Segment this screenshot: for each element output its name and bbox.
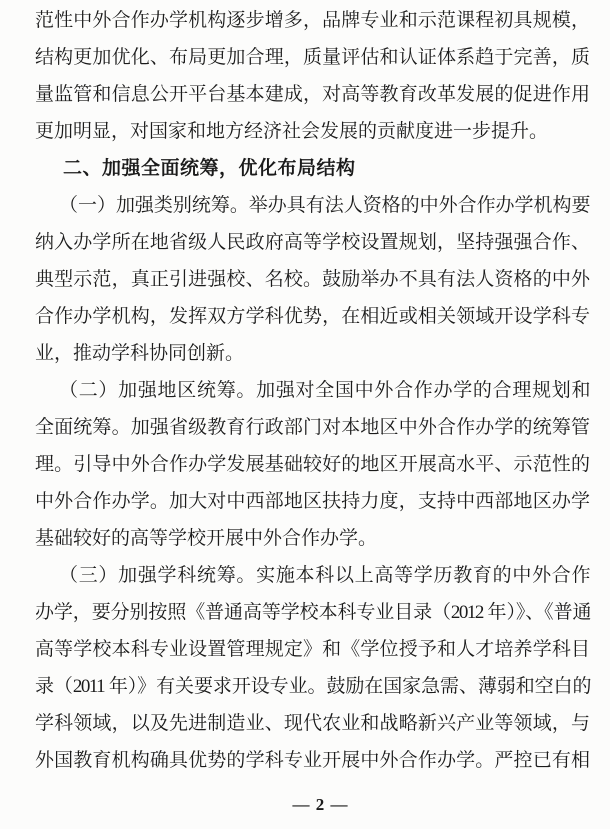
text-line: 办学，要分别按照《普通高等学校本科专业目录（2012 年）》、《普通 (35, 602, 590, 623)
text-line: 业，推动学科协同创新。 (35, 343, 245, 364)
text-line: 典型示范，真正引进强校、名校。鼓励举办不具有法人资格的中外 (35, 269, 590, 290)
text-line: 范性中外合作办学机构逐步增多，品牌专业和示范课程初具规模， (35, 10, 590, 31)
text-line: 纳入办学所在地省级人民政府高等学校设置规划，坚持强强合作、 (35, 232, 590, 253)
text-line: 结构更加优化、布局更加合理，质量评估和认证体系趋于完善，质 (35, 47, 590, 68)
text-line: 合作办学机构，发挥双方学科优势，在相近或相关领域开设学科专 (35, 306, 590, 327)
section-heading: 二、加强全面统筹，优化布局结构 (63, 158, 356, 179)
text-line: 录（2011 年）》有关要求开设专业。鼓励在国家急需、薄弱和空白的 (35, 676, 590, 697)
text-line: 更加明显，对国家和地方经济社会发展的贡献度进一步提升。 (35, 121, 549, 142)
text-line: 量监管和信息公开平台基本建成，对高等教育改革发展的促进作用 (35, 84, 590, 105)
paragraph-start-line: （三）加强学科统筹。实施本科以上高等学历教育的中外合作 (59, 565, 590, 586)
paragraph-start-line: （一）加强类别统筹。举办具有法人资格的中外合作办学机构要 (59, 195, 590, 216)
text-line: 基础较好的高等学校开展中外合作办学。 (35, 528, 378, 549)
text-line: 外国教育机构确具优势的学科专业开展中外合作办学。严控已有相 (35, 750, 590, 771)
page-number: — 2 — (292, 795, 349, 814)
text-line: 理。引导中外合作办学发展基础较好的地区开展高水平、示范性的 (35, 454, 590, 475)
paragraph-start-line: （二）加强地区统筹。加强对全国中外合作办学的合理规划和 (59, 380, 590, 401)
text-line: 高等学校本科专业设置管理规定》和《学位授予和人才培养学科目 (35, 639, 590, 660)
text-line: 中外合作办学。加大对中西部地区扶持力度，支持中西部地区办学 (35, 491, 590, 512)
text-line: 学科领域，以及先进制造业、现代农业和战略新兴产业等领域，与 (35, 713, 590, 734)
text-line: 全面统筹。加强省级教育行政部门对本地区中外合作办学的统筹管 (35, 417, 590, 438)
